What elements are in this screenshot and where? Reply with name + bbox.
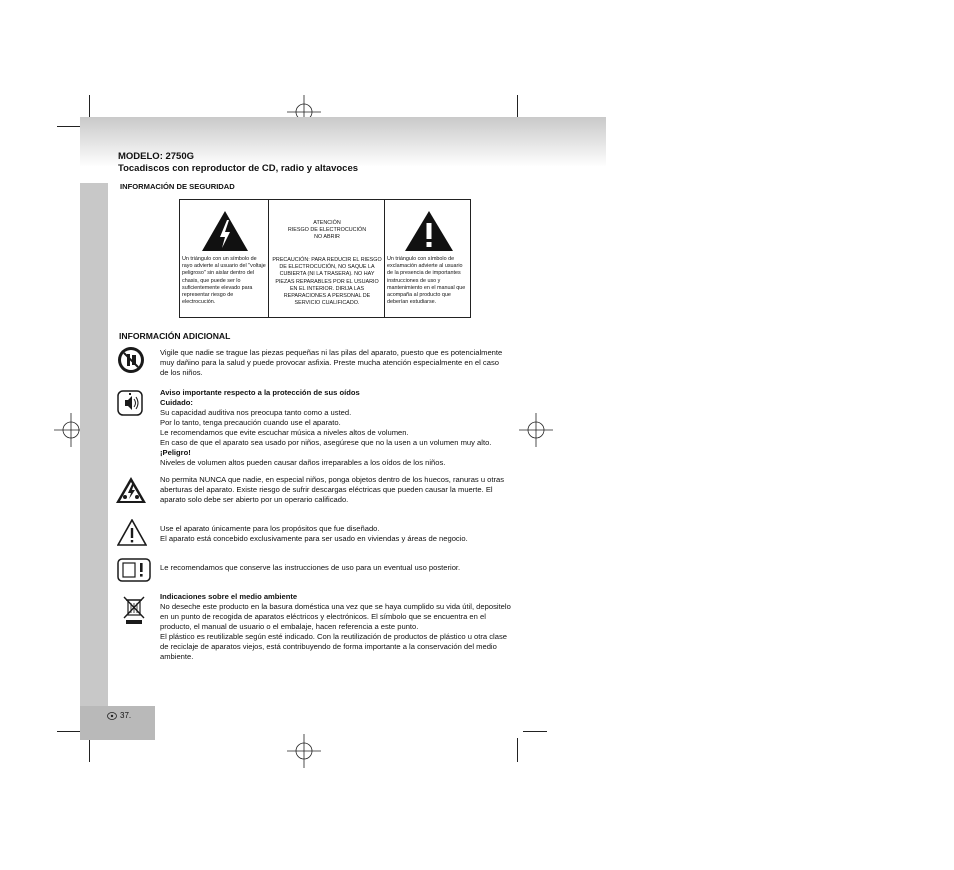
crossed-bin-icon [122,595,146,625]
page-number: 37. [120,711,132,720]
manual-text: Le recomendamos que conserve las instrucciones de uso para un eventual uso posterior. [160,563,461,572]
product-subtitle: Tocadiscos con reproductor de CD, radio y altavoces [118,163,359,174]
hearing-danger-label: ¡Peligro! [160,448,191,457]
hearing-line-1: Su capacidad auditiva nos preocupa tanto como a usted. [160,408,352,417]
hearing-line-5: Niveles de volumen altos pueden causar daños irreparables a los oídos de los niños. [160,458,446,467]
environment-title: Indicaciones sobre el medio ambiente [160,592,298,601]
environment-text-2: El plástico es reutilizable según esté indicado. Con la reutilización de productos de plástico u otra clase de reciclaje de aparatos viejos, está contribuyendo de forma importante a la conservación del medio ambiente. [160,632,507,661]
registration-mark-icon [519,413,553,447]
safety-heading: INFORMACIÓN DE SEGURIDAD [120,182,235,191]
attention-text: ATENCIÓN RIESGO DE ELECTROCUCIÓN NO ABRIR [287,220,367,241]
caution-triangle-icon [117,519,147,546]
environment-section [160,592,516,662]
purpose-section [160,524,520,544]
hearing-line-4: En caso de que el aparato sea usado por niños, asegúrese que no la usen a un volumen muy alto. [160,438,492,447]
shock-hazard-icon [115,476,147,504]
caution-text: PRECAUCIÓN: PARA REDUCIR EL RIESGO DE ELECTROCUCIÓN, NO SAQUE LA CUBIERTA (NI LA TRASERA). NO HAY PIEZAS REPARABLES POR EL USUARIO EN EL INTERIOR. DIRIJA LAS REPARACIONES A PERSONAL DE SERVICIO CUALIFICADO. [272,257,382,307]
manual-icon [117,558,151,582]
child-safety-text: Vigile que nadie se trague las piezas pequeñas ni las pilas del aparato, puesto que es potencialmente muy dañino para la salud y puede provocar asfixia. Preste mucha atención especialmente en el caso de los niños. [160,348,503,377]
document-header [118,151,358,175]
side-bar [80,183,108,706]
model-title: MODELO: 2750G [118,151,195,162]
safety-warning-table [179,199,471,318]
purpose-line-1: Use el aparato únicamente para los propósitos que fue diseñado. [160,524,380,533]
hearing-section [160,388,520,468]
lightning-warning-text: Un triángulo con un símbolo de rayo advierte al usuario del "voltaje peligroso" sin aislar dentro del chasis, que puede ser lo suficientemente elevado para representar riesgo de electrocución. [182,256,266,306]
no-child-icon [117,346,145,374]
purpose-line-2: El aparato está concebido exclusivamente para ser usado en viviendas y áreas de negocio. [160,534,468,543]
ear-volume-icon [117,390,143,416]
lightning-triangle-icon [200,209,250,253]
hearing-title: Aviso importante respecto a la protección de sus oídos [160,388,360,397]
exclamation-triangle-icon [403,209,455,253]
page-number-box [80,706,155,740]
environment-text-1: No deseche este producto en la basura doméstica una vez que se haya cumplido su vida útil, depositelo en un punto de recogida de aparatos eléctricos y electrónicos. El símbolo que se encuentra en el producto, el manual de usuario o el embalaje, hacen referencia a este punto. [160,602,511,631]
language-disc-icon [107,712,117,720]
hearing-caution-label: Cuidado: [160,398,193,407]
registration-mark-icon [287,734,321,768]
exclamation-warning-text: Un triángulo con símbolo de exclamación advierte al usuario de la presencia de importantes instrucciones de uso y mantenimiento en el manual que acompaña al producto que deberían estudiarse. [387,256,466,306]
shock-warning-text: No permita NUNCA que nadie, en especial niños, ponga objetos dentro de los huecos, ranuras u otras aberturas del aparato. Existe riesgo de sufrir descargas eléctricas que pueden causar la muerte. El aparato solo debe ser abierto por un operario calificado. [160,475,505,504]
additional-heading: INFORMACIÓN ADICIONAL [119,331,231,341]
hearing-line-3: Le recomendamos que evite escuchar música a niveles altos de volumen. [160,428,409,437]
hearing-line-2: Por lo tanto, tenga precaución cuando use el aparato. [160,418,341,427]
